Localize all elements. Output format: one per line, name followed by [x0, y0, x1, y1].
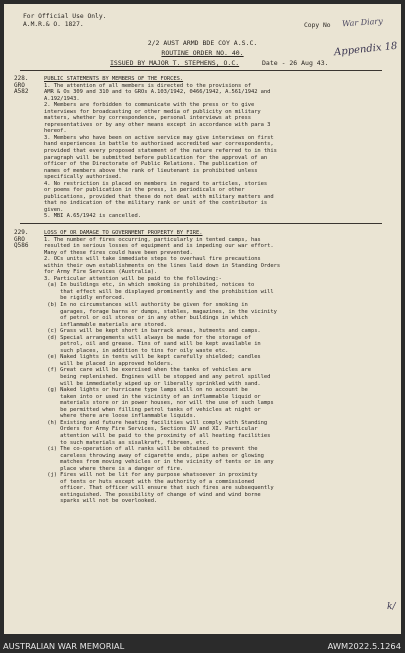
body-line: (i) The co-operation of all ranks will be obtained to prevent the: [44, 446, 258, 453]
body-line: AMR & Os 309 and 310 and to GROs A.103/1942, 0466/1942, A.561/1942 and: [44, 89, 271, 96]
body-line: to such materials as sisalkraft, fibreen, etc.: [44, 439, 209, 446]
body-line: matches from moving vehicles or in the vicinity of tents or in any: [44, 459, 274, 466]
body-line: that no indication of the military rank or unit of the contributor is: [44, 200, 268, 207]
body-line: (a) In buildings etc, in which smoking is prohibited, notices to: [44, 282, 255, 289]
unit-title: 2/2 AUST ARMD BDE COY A.S.C.: [147, 39, 258, 47]
body-line: interviews for broadcasting or other media of publicity on military: [44, 108, 261, 115]
order-title: ROUTINE ORDER NO. 40.: [161, 49, 244, 57]
body-line: 2. Members are forbidden to communicate with the press or to give: [44, 102, 255, 109]
body-line: be rigidly enforced.: [44, 295, 125, 302]
body-line: resulted in serious losses of equipment and is impeding our war effort.: [44, 243, 274, 250]
body-line: publications, provided that these do not deal with military matters and: [44, 193, 274, 200]
body-line: hereof.: [44, 128, 67, 135]
body-line: paragraph will be submitted before publication for the approval of an: [44, 154, 268, 161]
body-line: names of members above the rank of lieutenant is prohibited unless: [44, 167, 258, 174]
margin-line: A582: [14, 88, 29, 96]
section-heading: LOSS OF OR DAMAGE TO GOVERNMENT PROPERTY BY FIRE.: [44, 230, 203, 236]
appendix-annotation: Appendix 18: [333, 40, 398, 59]
body-line: will be placed in approved holders.: [44, 360, 174, 367]
body-line: garages, forage barns or dumps, stables, magazines, in the vicinity: [44, 308, 277, 315]
body-line: 3. Particular attention will be paid to the following:-: [44, 275, 222, 282]
body-line: (b) In no circumstances will authority be given for smoking in: [44, 302, 248, 309]
body-line: careless throwing away of cigarette ends, pipe ashes or glowing: [44, 452, 264, 459]
body-line: (h) Existing and future heating facilities will comply with Standing: [44, 419, 268, 426]
body-line: officer. That officer will ensure that such fires are subsequently: [44, 485, 274, 492]
body-line: Orders for Army Fire Services, Sections IV and XI. Particular: [44, 426, 258, 433]
margin-line: Q586: [14, 242, 29, 250]
body-line: where there are loose inflammable liquids.: [44, 413, 196, 420]
issued-by: ISSUED BY MAJOR T. STEPHENS, O.C.: [110, 59, 240, 67]
body-line: representatives or by any other means except in accordance with para 3: [44, 121, 271, 128]
document-page: [4, 4, 401, 634]
header-left: [23, 13, 106, 29]
body-line: given.: [44, 206, 64, 213]
copy-no-label: Copy No: [304, 22, 331, 29]
body-line: Many of these fires could have been prevented.: [44, 249, 193, 256]
copy-no-handwritten: War Diary: [341, 16, 384, 29]
margin-line: GRO: [14, 81, 25, 89]
body-line: hand experiences in battle to authorised accredited war correspondents,: [44, 141, 274, 148]
footer-institution: AUSTRALIAN WAR MEMORIAL: [3, 641, 125, 651]
body-line: sparks will not be overlooked.: [44, 498, 158, 505]
body-line: (d) Special arrangements will always be made for the storage of: [44, 334, 251, 341]
body-line: or poems for publication in the press, in periodicals or other: [44, 187, 245, 194]
body-line: (c) Grass will be kept short in barrack areas, hutments and camps.: [44, 328, 261, 335]
body-line: inflammable materials are stored.: [44, 321, 167, 328]
section-margin-ref: [14, 76, 42, 96]
order-date: Date - 26 Aug 43.: [262, 59, 329, 67]
body-line: provided that every proposed statement of the nature referred to in this: [44, 148, 277, 155]
body-line: (j) Fires will not be lit for any purpose whatsoever in proximity: [44, 472, 258, 479]
form-reference: A.M.R.& O. 1827.: [23, 21, 84, 28]
section-heading: PUBLIC STATEMENTS BY MEMBERS OF THE FORCES.: [44, 76, 184, 82]
header-rule: [20, 70, 382, 71]
body-line: will be immediately wiped up or liberally sprinkled with sand.: [44, 380, 261, 387]
footer-accession-number: AWM2022.5.1264: [327, 641, 401, 651]
body-line: 2. OCs units will take immediate steps to overhaul fire precautions: [44, 256, 261, 263]
body-line: 4. No restriction is placed on members in regard to articles, stories: [44, 180, 268, 187]
body-line: being replenished. Engines will be stopped and any petrol spilled: [44, 374, 271, 381]
body-line: that effect will be displayed prominently and the prohibition will: [44, 288, 274, 295]
body-line: of petrol or oil stores or in any other buildings in which: [44, 315, 248, 322]
body-line: be permitted when filling petrol tanks of vehicles at night or: [44, 406, 261, 413]
body-line: (e) Naked lights in tents will be kept carefully shielded; candles: [44, 354, 261, 361]
body-line: for Army Fire Services (Australia).: [44, 269, 158, 276]
body-line: 1. The number of fires occurring, particularly in tented camps, has: [44, 236, 261, 243]
body-line: attention will be paid to the proximity of all heating facilities: [44, 432, 271, 439]
footer-bar: [0, 638, 405, 653]
body-line: materials store or in power houses, nor will the use of such lamps: [44, 400, 274, 407]
body-line: matters, whether by correspondence, personal interviews at press: [44, 115, 251, 122]
body-line: 5. MBI A.65/1942 is cancelled.: [44, 213, 142, 220]
body-line: 1. The attention of all members is directed to the provisions of: [44, 82, 251, 89]
section-margin-ref: [14, 230, 42, 250]
margin-line: 228.: [14, 75, 29, 82]
body-line: (f) Great care will be exercised when the tanks of vehicles are: [44, 367, 251, 374]
handwritten-tick: k/: [387, 602, 396, 612]
margin-line: GRO: [14, 235, 25, 243]
section-rule: [20, 223, 382, 224]
section-body: [44, 230, 390, 505]
body-line: of tents or huts except with the authority of a commissioned: [44, 478, 255, 485]
section-body: [44, 76, 390, 220]
body-line: such places, in addition to tins for oily waste etc.: [44, 347, 229, 354]
body-line: petrol, oil and grease. Tins of sand will be kept available in: [44, 341, 261, 348]
body-line: within their own establishments on the lines laid down in Standing Orders: [44, 262, 281, 269]
body-line: A.192/1943.: [44, 95, 80, 102]
margin-line: 229.: [14, 229, 29, 236]
body-line: 3. Members who have been on active service may give interviews on first: [44, 134, 274, 141]
body-line: officer of the Directorate of Public Relations. The publication of: [44, 161, 258, 168]
classification-label: For Official Use Only.: [23, 13, 107, 20]
body-line: specifically authorised.: [44, 174, 122, 181]
body-line: (g) Naked lights or hurricane type lamps will on no account be: [44, 387, 248, 394]
body-line: extinguished. The possibility of change of wind and wind borne: [44, 491, 261, 498]
body-line: taken into or used in the vicinity of an inflammable liquid or: [44, 393, 261, 400]
body-line: place where there is a danger of fire.: [44, 465, 184, 472]
